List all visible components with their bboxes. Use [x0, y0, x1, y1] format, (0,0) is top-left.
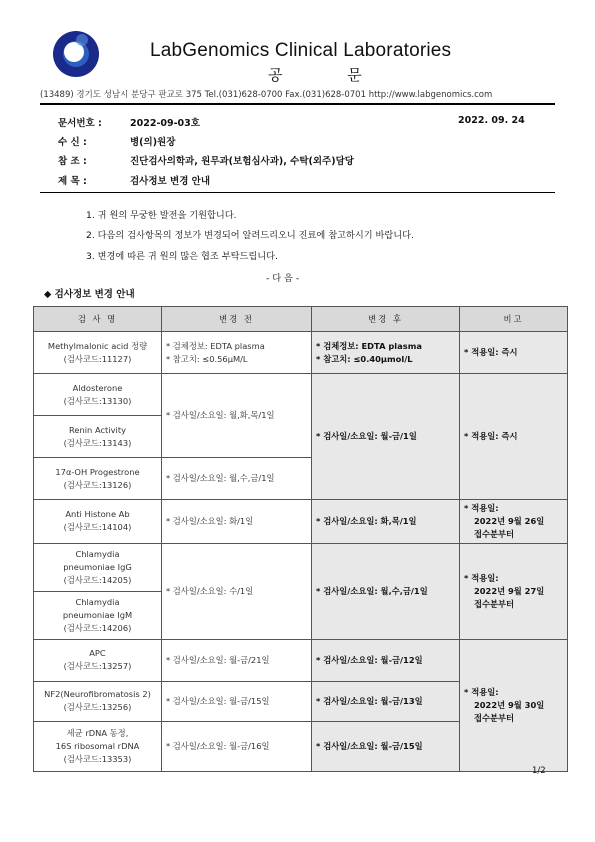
test-name-cell [34, 332, 162, 374]
section-title: ◆ 검사정보 변경 안내 [44, 289, 135, 300]
before-cell [162, 374, 312, 458]
subject-label: 제 목 : [58, 176, 87, 187]
paragraph-2: 2. 다음의 검사항목의 정보가 변경되어 알려드리오니 진료에 참고하시기 바랍니다. [86, 230, 414, 241]
note-text: * 적용일: [464, 503, 499, 513]
company-logo [52, 30, 100, 78]
recipient-row [58, 134, 175, 148]
org-name: LabGenomics Clinical Laboratories [150, 40, 452, 61]
test-name-cell [34, 681, 162, 721]
test-code: (검사코드:14104) [63, 522, 132, 533]
test-name: 17α-OH Progestrone [55, 466, 140, 477]
note-text: 접수분부터 [474, 712, 515, 723]
reference-label: 참 조 : [58, 156, 87, 167]
recipient-label: 수 신 : [58, 137, 87, 148]
after-cell [312, 721, 460, 771]
test-name: Anti Histone Ab [65, 509, 130, 520]
test-name: 세균 rDNA 동정, [66, 727, 129, 738]
before-cell [162, 681, 312, 721]
after-text: * 참고치: ≤0.40μmol/L [316, 353, 413, 364]
test-code: (검사코드:13143) [63, 437, 132, 448]
meta-divider [40, 192, 555, 193]
after-text: * 검사일/소요일: 월-금/15일 [316, 740, 423, 751]
note-text: * 적용일: [464, 572, 499, 583]
before-cell [162, 500, 312, 544]
test-name-cell [34, 500, 162, 544]
before-text: * 검사일/소요일: 수/1일 [166, 585, 254, 596]
test-code: (검사코드:11127) [63, 353, 132, 364]
table-row [34, 332, 568, 374]
note-cell [460, 500, 568, 544]
table-row [34, 374, 568, 416]
after-cell [312, 500, 460, 544]
note-text: 접수분부터 [474, 598, 515, 609]
closing-marker: - 다 음 - [266, 273, 300, 284]
doc-number-label: 문서번호 : [58, 118, 102, 129]
column-header-note: 비고 [460, 307, 568, 332]
before-text: * 검사일/소요일: 월,화,목/1일 [166, 410, 275, 421]
table-row [34, 543, 568, 591]
test-code: (검사코드:14205) [63, 574, 132, 585]
reference-row [58, 153, 354, 167]
after-cell [312, 681, 460, 721]
before-text: * 검체정보: EDTA plasma [166, 340, 265, 351]
after-cell [312, 374, 460, 500]
table-row [34, 639, 568, 681]
test-name-cell [34, 458, 162, 500]
note-text: * 적용일: [464, 686, 499, 697]
document-type: 공 문 [268, 66, 392, 84]
test-name: APC [89, 648, 106, 659]
test-name: Renin Activity [69, 424, 126, 435]
test-name-cell [34, 374, 162, 416]
page-number: 1/2 [532, 766, 546, 776]
column-header-before: 변경 전 [162, 307, 312, 332]
test-name: Chlamydia [75, 596, 120, 607]
change-table [33, 306, 568, 772]
note-cell [460, 639, 568, 771]
after-cell [312, 639, 460, 681]
before-cell [162, 458, 312, 500]
table-header-row [34, 307, 568, 332]
test-name-cell [34, 721, 162, 771]
after-cell [312, 332, 460, 374]
before-text: * 검사일/소요일: 월-금/21일 [166, 654, 270, 665]
recipient: 병(의)원장 [130, 137, 176, 148]
after-cell [312, 543, 460, 639]
before-cell [162, 332, 312, 374]
paragraph-3: 3. 변경에 따른 귀 원의 많은 협조 부탁드립니다. [86, 251, 278, 262]
note-text: * 적용일: 즉시 [464, 347, 518, 358]
table-row [34, 500, 568, 544]
test-code: (검사코드:13256) [63, 702, 132, 713]
before-text: * 검사일/소요일: 화/1일 [166, 515, 254, 526]
before-cell [162, 721, 312, 771]
test-code: (검사코드:13257) [63, 661, 132, 672]
doc-number: 2022-09-03호 [130, 118, 200, 129]
test-code: (검사코드:14206) [63, 622, 132, 633]
company-address: (13489) 경기도 성남시 분당구 판교로 375 Tel.(031)628-0700 Fax.(031)628-0701 http://www.labgenomics.com [40, 90, 493, 100]
test-name: pneumoniae IgM [62, 609, 133, 620]
after-text: * 검사일/소요일: 월-금/1일 [316, 431, 417, 442]
after-text: * 검체정보: EDTA plasma [316, 340, 422, 351]
test-name-cell [34, 591, 162, 639]
before-text: * 검사일/소요일: 월,수,금/1일 [166, 473, 275, 484]
test-name: Aldosterone [72, 382, 123, 393]
test-code: (검사코드:13130) [63, 395, 132, 406]
test-code: (검사코드:13126) [63, 479, 132, 490]
test-name: Methylmalonic acid 정량 [47, 340, 148, 351]
subject-row [58, 173, 210, 187]
note-date: 2022년 9월 26일 [474, 515, 545, 526]
after-text: * 검사일/소요일: 월-금/12일 [316, 654, 423, 665]
test-name: NF2(Neurofibromatosis 2) [44, 689, 151, 700]
note-text: * 적용일: 즉시 [464, 431, 518, 442]
column-header-after: 변경 후 [312, 307, 460, 332]
before-text: * 검사일/소요일: 월-금/16일 [166, 740, 270, 751]
doc-number-row [58, 115, 200, 129]
after-text: * 검사일/소요일: 화,목/1일 [316, 515, 417, 526]
header-divider [40, 103, 555, 105]
column-header-test-name: 검 사 명 [34, 307, 162, 332]
test-name: pneumoniae IgG [63, 561, 132, 572]
note-cell [460, 332, 568, 374]
doc-date: 2022. 09. 24 [458, 115, 525, 126]
note-text: 접수분부터 [474, 528, 515, 539]
before-cell [162, 543, 312, 639]
test-code: (검사코드:13353) [63, 753, 132, 764]
test-name-cell [34, 639, 162, 681]
test-name-cell [34, 543, 162, 591]
before-text: * 검사일/소요일: 월-금/15일 [166, 695, 270, 706]
reference: 진단검사의학과, 원무과(보험심사과), 수탁(외주)담당 [130, 156, 354, 167]
after-text: * 검사일/소요일: 월,수,금/1일 [316, 585, 428, 596]
test-name: 16S ribosomal rDNA [55, 740, 140, 751]
paragraph-1: 1. 귀 원의 무궁한 발전을 기원합니다. [86, 210, 237, 221]
note-cell [460, 543, 568, 639]
test-name: Chlamydia [75, 548, 120, 559]
note-date: 2022년 9월 30일 [474, 699, 545, 710]
note-date: 2022년 9월 27일 [474, 585, 545, 596]
subject: 검사정보 변경 안내 [130, 176, 211, 187]
before-text: * 참고치: ≤0.56μM/L [166, 353, 248, 364]
test-name-cell [34, 416, 162, 458]
after-text: * 검사일/소요일: 월-금/13일 [316, 695, 423, 706]
note-cell [460, 374, 568, 500]
before-cell [162, 639, 312, 681]
